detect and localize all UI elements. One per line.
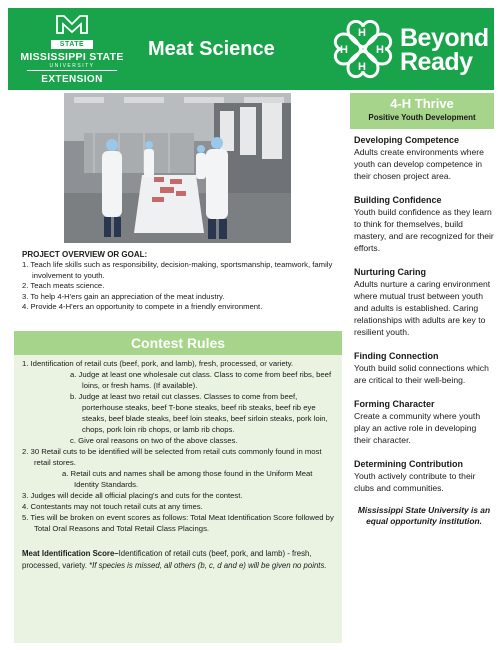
sidebar-title: 4-H Thrive [390,96,454,111]
contest-rules-box [14,355,342,643]
rule-subitem: c. Give oral reasons on two of the above classes. [70,436,238,445]
overview-heading: PROJECT OVERVIEW OR GOAL: [22,250,148,259]
meat-identification-score [22,548,336,572]
rule-subitem: a. Judge at least one wholesale cut class. Class to come from beef ribs, beef loins, or fresh hams. (If available). [70,370,332,390]
sidebar-section-text: Youth build solid connections which are critical to their well-being. [354,363,489,385]
logo-state-text: STATE [51,40,93,49]
score-text: Identification of retail cuts (beef, pork, and lamb) - fresh, processed, variety. [22,549,312,570]
logo-extension-text: EXTENSION [41,74,103,85]
rule-item: 1. Identification of retail cuts (beef, pork, and lamb), fresh, processed, or variety. [22,359,294,368]
beyond-ready-brand [400,26,489,74]
sidebar-section-heading: Finding Connection [354,351,439,361]
sidebar-section-text: Adults create environments where youth can develop competence in their chosen project area. [354,147,484,181]
sidebar-section-text: Create a community where youth play an active role in developing their character. [354,411,481,445]
logo-university-text: UNIVERSITY [27,63,117,71]
svg-text:H: H [358,61,366,73]
rule-item: 2. 30 Retail cuts to be identified will be selected from retail cuts commonly found in most retail stores. [22,447,322,467]
sidebar-section [354,135,494,182]
sidebar-section [354,267,494,338]
sidebar-section-heading: Determining Contribution [354,459,463,469]
equal-opportunity-statement: Mississippi State University is an equal opportunity institution. [357,505,491,526]
sidebar-header [350,93,494,129]
score-label: Meat Identification Score– [22,549,119,558]
list-item: 4. Provide 4-H'ers an opportunity to compete in a friendly environment. [22,302,263,311]
sidebar-section-heading: Developing Competence [354,135,460,145]
svg-text:H: H [376,44,384,56]
brand-line-2: Ready [400,48,473,76]
sidebar-section [354,195,494,254]
svg-text:H: H [340,44,348,56]
rule-subitem: b. Judge at least two retail cut classes. Classes to come from beef, porterhouse steaks, beef T-bone steaks, beef rib steaks, beef rib eye steaks, beef blade steaks, beef loin steaks, beef sirloin steaks, pork loin, chops, pork loin rib chops, or lamb rib chops. [70,392,328,434]
project-overview [22,249,340,313]
sidebar-section-text: Youth build confidence as they learn to think for themselves, build mastery, and are recognized for their efforts. [354,207,494,253]
sidebar-section-text: Adults nurture a caring environment where mutual trust between youth and adults is established. Caring relationships with adults are key to resilient youth. [354,279,491,337]
sidebar-section-heading: Building Confidence [354,195,442,205]
brand-line-1: Beyond [400,24,489,52]
rule-subitem: a. Retail cuts and names shall be among those found in the Uniform Meat Identity Standards. [62,469,313,489]
contest-rules-header [14,331,342,355]
score-note: *If species is missed, all others (b, c, d and e) will be given no points. [89,561,327,570]
sidebar-section [354,399,494,446]
overview-list [22,260,340,313]
sidebar-section-heading: Nurturing Caring [354,267,426,277]
rule-item: 3. Judges will decide all official placing's and cuts for the contest. [22,491,243,500]
sidebar-subtitle: Positive Youth Development [368,113,476,122]
sidebar-section-heading: Forming Character [354,399,435,409]
contest-rules-title: Contest Rules [130,335,226,351]
msu-m-icon [55,14,89,34]
four-h-clover-icon [330,16,396,82]
rule-item: 5. Ties will be broken on event scores as follows: Total Meat Identification Score followed by Total Oral Reasons and Total Retail Class Placings. [22,513,334,533]
sidebar-section [354,351,494,386]
msu-extension-logo [16,14,128,86]
list-item: 3. To help 4-H'ers gain an appreciation of the meat industry. [22,291,225,301]
rule-item: 4. Contestants may not touch retail cuts at any times. [22,502,203,511]
sidebar-section-text: Youth actively contribute to their clubs and communities. [354,471,476,493]
list-item: 1. Teach life skills such as responsibility, decision-making, sportsmanship, teamwork, family involvement to youth. [22,260,333,280]
meat-lab-photo [64,93,291,243]
sidebar [354,135,494,527]
sidebar-section [354,459,494,494]
list-item: 2. Teach meats science. [22,281,105,290]
header-banner [8,8,494,90]
logo-name-text: MISSISSIPPI STATE [20,51,124,63]
page-title: Meat Science [148,38,275,60]
svg-text:H: H [358,27,366,39]
